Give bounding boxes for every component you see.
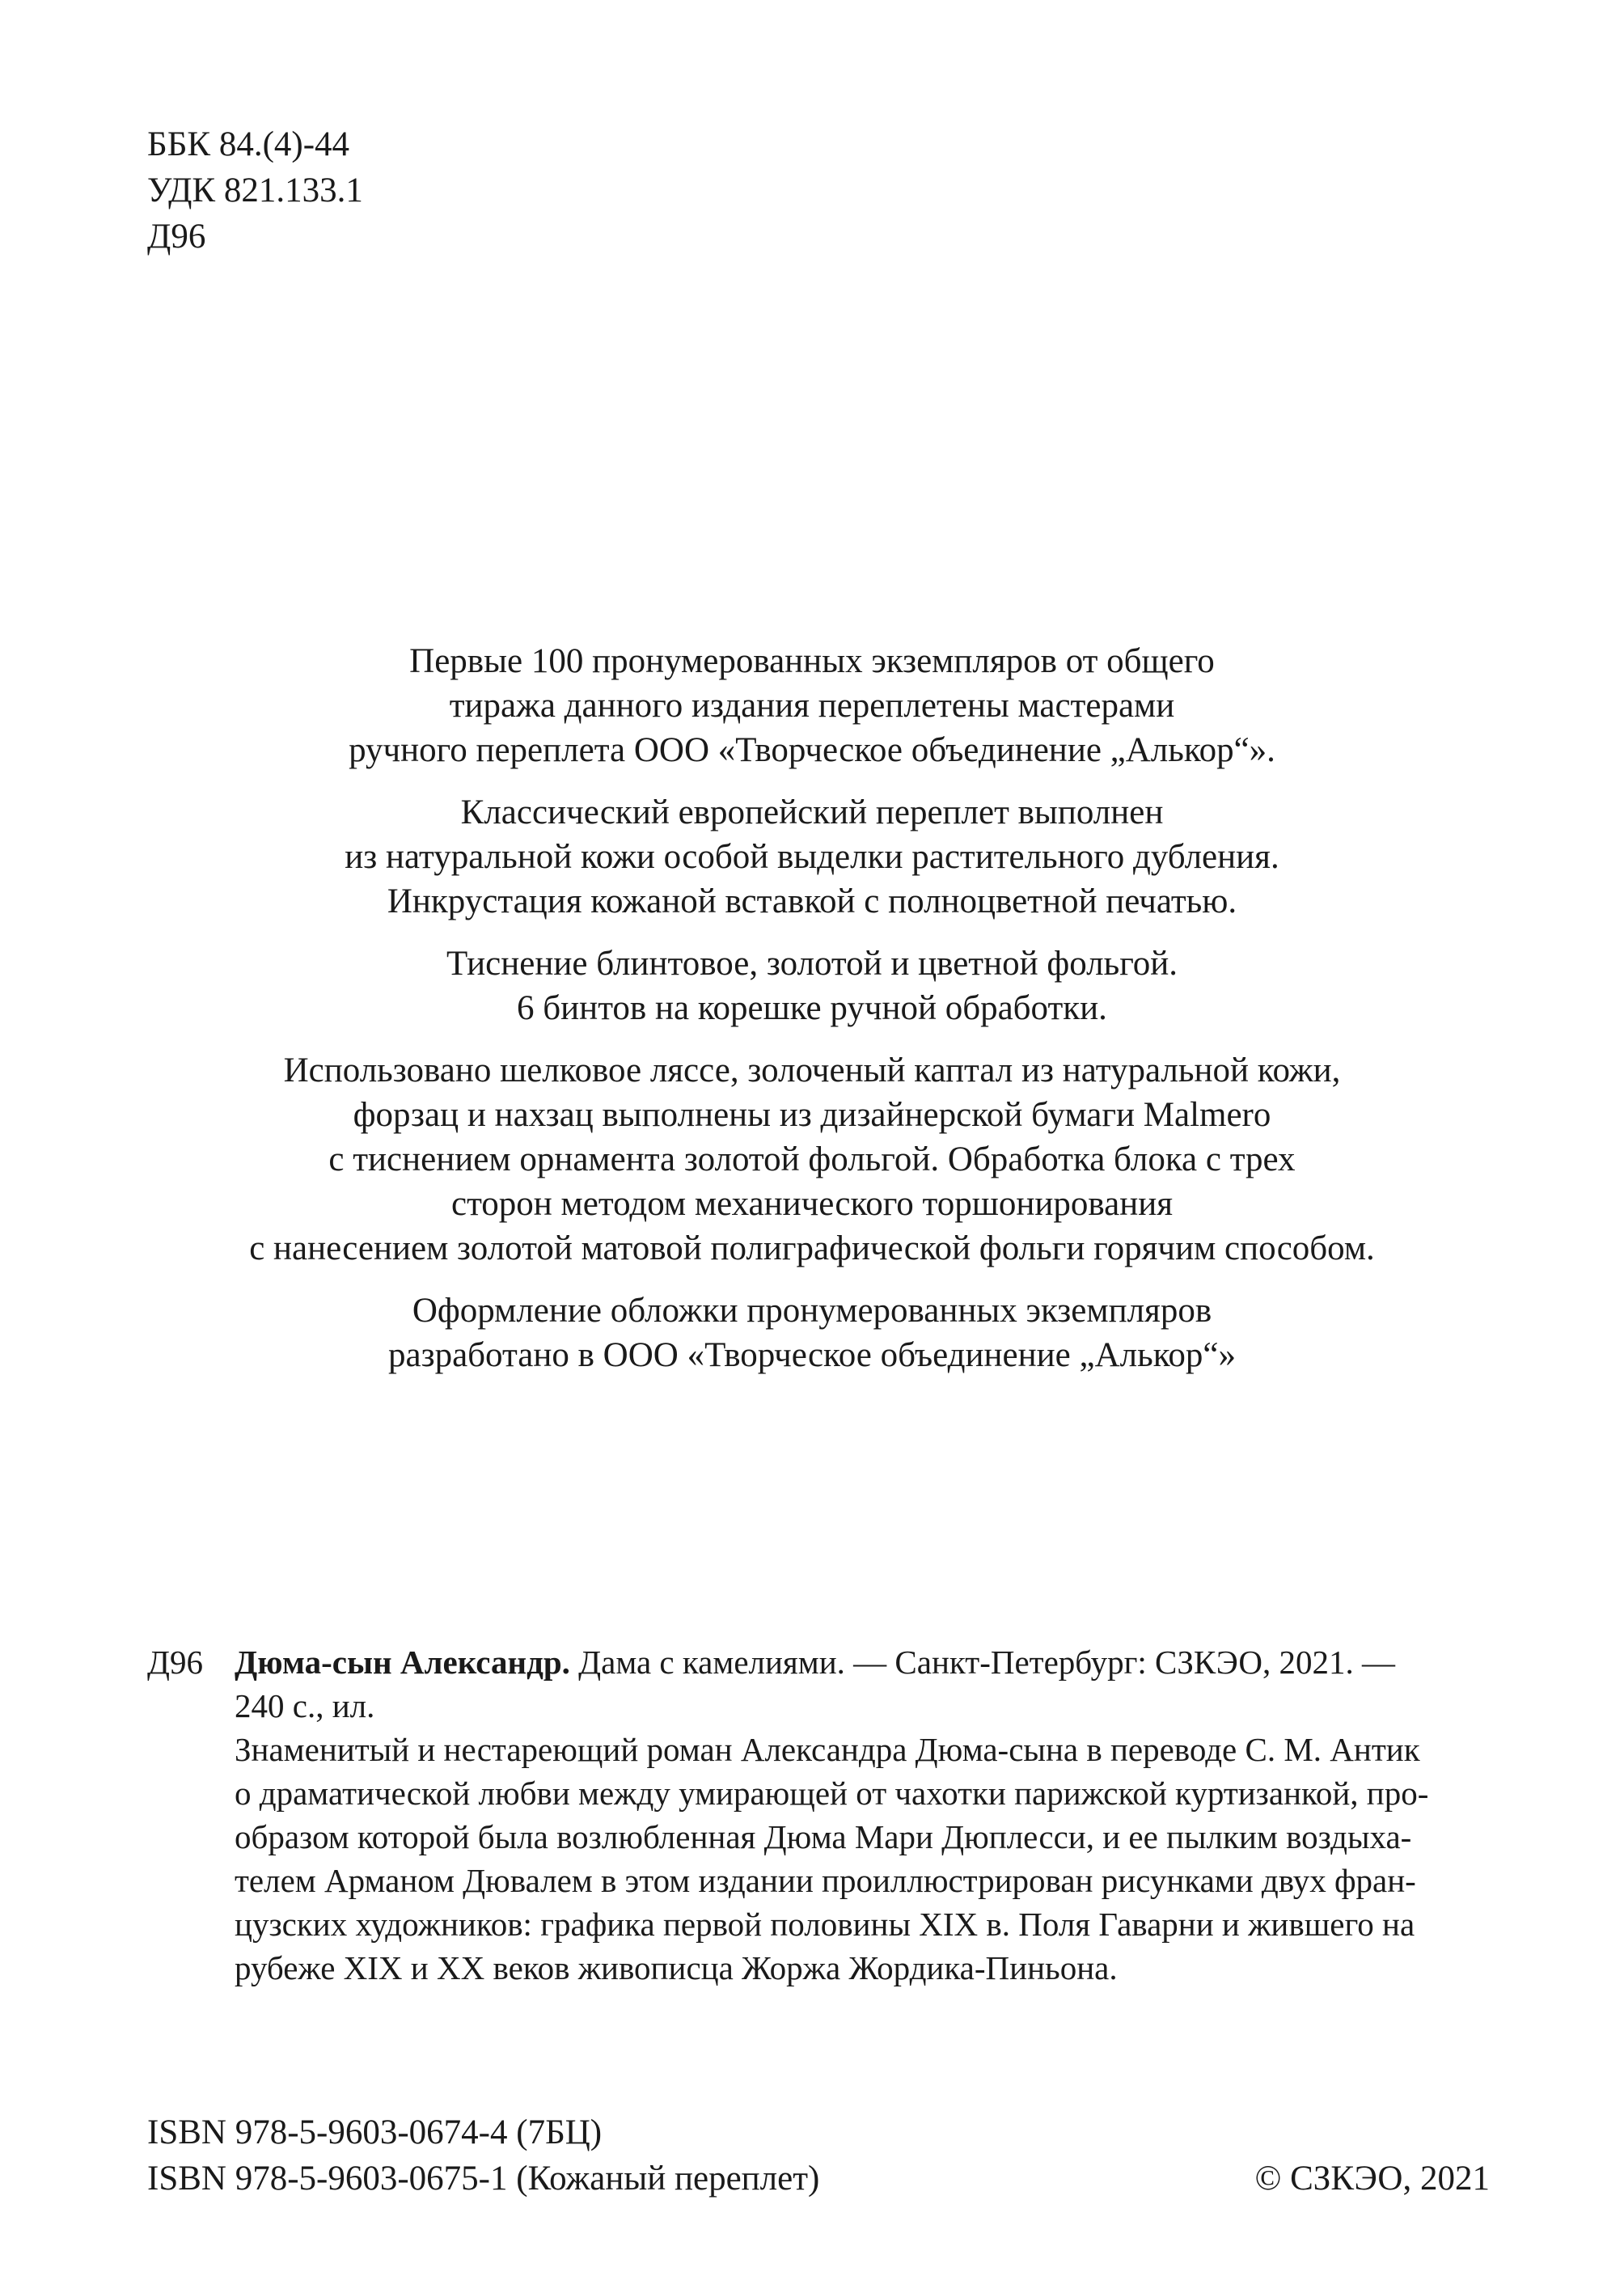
colophon-line: Первые 100 пронумерованных экземпляров от общего (409, 642, 1215, 680)
annotation-line: Знаменитый и нестареющий роман Александра Дюма-сына в переводе С. М. Антик (235, 1731, 1420, 1768)
colophon-line: из натуральной кожи особой выделки растительного дубления. (345, 838, 1279, 876)
bbk-code: ББК 84.(4)-44 (147, 125, 350, 163)
annotation-line: телем Арманом Дювалем в этом издании проиллюстрирован рисунками двух фран- (235, 1862, 1416, 1899)
colophon-paragraph (121, 1048, 1503, 1271)
isbn-block (147, 2109, 819, 2202)
annotation-line: образом которой была возлюбленная Дюма Мари Дюплесси, и ее пылким воздыха- (235, 1818, 1412, 1855)
colophon-line: Оформление обложки пронумерованных экземпляров (412, 1292, 1212, 1330)
colophon-line: сторон методом механического торшонирования (450, 1185, 1174, 1223)
colophon (121, 639, 1503, 1395)
colophon-paragraph (121, 790, 1503, 924)
colophon-line: ручного переплета ООО «Творческое объединение „Алькор“». (349, 731, 1275, 769)
biblio-body (235, 1640, 1490, 1990)
colophon-line: форзац и нахзац выполнены из дизайнерской бумаги Malmero (353, 1096, 1271, 1134)
biblio-pages: 240 с., ил. (235, 1687, 375, 1724)
biblio-author: Дюма-сын Александр. (235, 1644, 570, 1681)
colophon-line: Тиснение блинтовое, золотой и цветной фольгой. (446, 945, 1178, 983)
colophon-line: Использовано шелковое ляссе, золоченый каптал из натуральной кожи, (283, 1051, 1341, 1089)
isbn-line: ISBN 978-5-9603-0675-1 (Кожаный переплет) (147, 2160, 820, 2198)
isbn-line: ISBN 978-5-9603-0674-4 (7БЦ) (147, 2113, 603, 2151)
colophon-line: Инкрустация кожаной вставкой с полноцветной печатью. (387, 882, 1237, 920)
colophon-line: с нанесением золотой матовой полиграфической фольги горячим способом. (249, 1229, 1375, 1267)
colophon-paragraph (121, 941, 1503, 1030)
author-mark: Д96 (147, 218, 206, 256)
copyright-notice: © СЗКЭО, 2021 (1254, 2160, 1490, 2198)
colophon-paragraph (121, 639, 1503, 772)
annotation-line: цузских художников: графика первой половины XIX в. Поля Гаварни и жившего на (235, 1906, 1415, 1943)
colophon-line: с тиснением орнамента золотой фольгой. Обработка блока с трех (328, 1140, 1296, 1178)
colophon-line: 6 бинтов на корешке ручной обработки. (517, 989, 1107, 1027)
udk-code: УДК 821.133.1 (147, 171, 363, 209)
classification-codes (147, 121, 363, 260)
bibliographic-description (147, 1640, 1490, 1990)
colophon-line: разработано в ООО «Творческое объединение „Алькор“» (388, 1336, 1236, 1374)
biblio-author-mark: Д96 (147, 1644, 203, 1681)
colophon-paragraph (121, 1288, 1503, 1377)
biblio-title: Дама с камелиями. — Санкт-Петербург: СЗКЭО, 2021. — (569, 1644, 1395, 1681)
colophon-line: тиража данного издания переплетены мастерами (449, 687, 1175, 725)
annotation-line: рубеже XIX и XX веков живописца Жоржа Жордика-Пиньона. (235, 1949, 1118, 1986)
annotation-line: о драматической любви между умирающей от чахотки парижской куртизанкой, про- (235, 1775, 1429, 1812)
biblio-title-line (235, 1640, 1490, 1684)
colophon-line: Классический европейский переплет выполнен (460, 793, 1164, 831)
